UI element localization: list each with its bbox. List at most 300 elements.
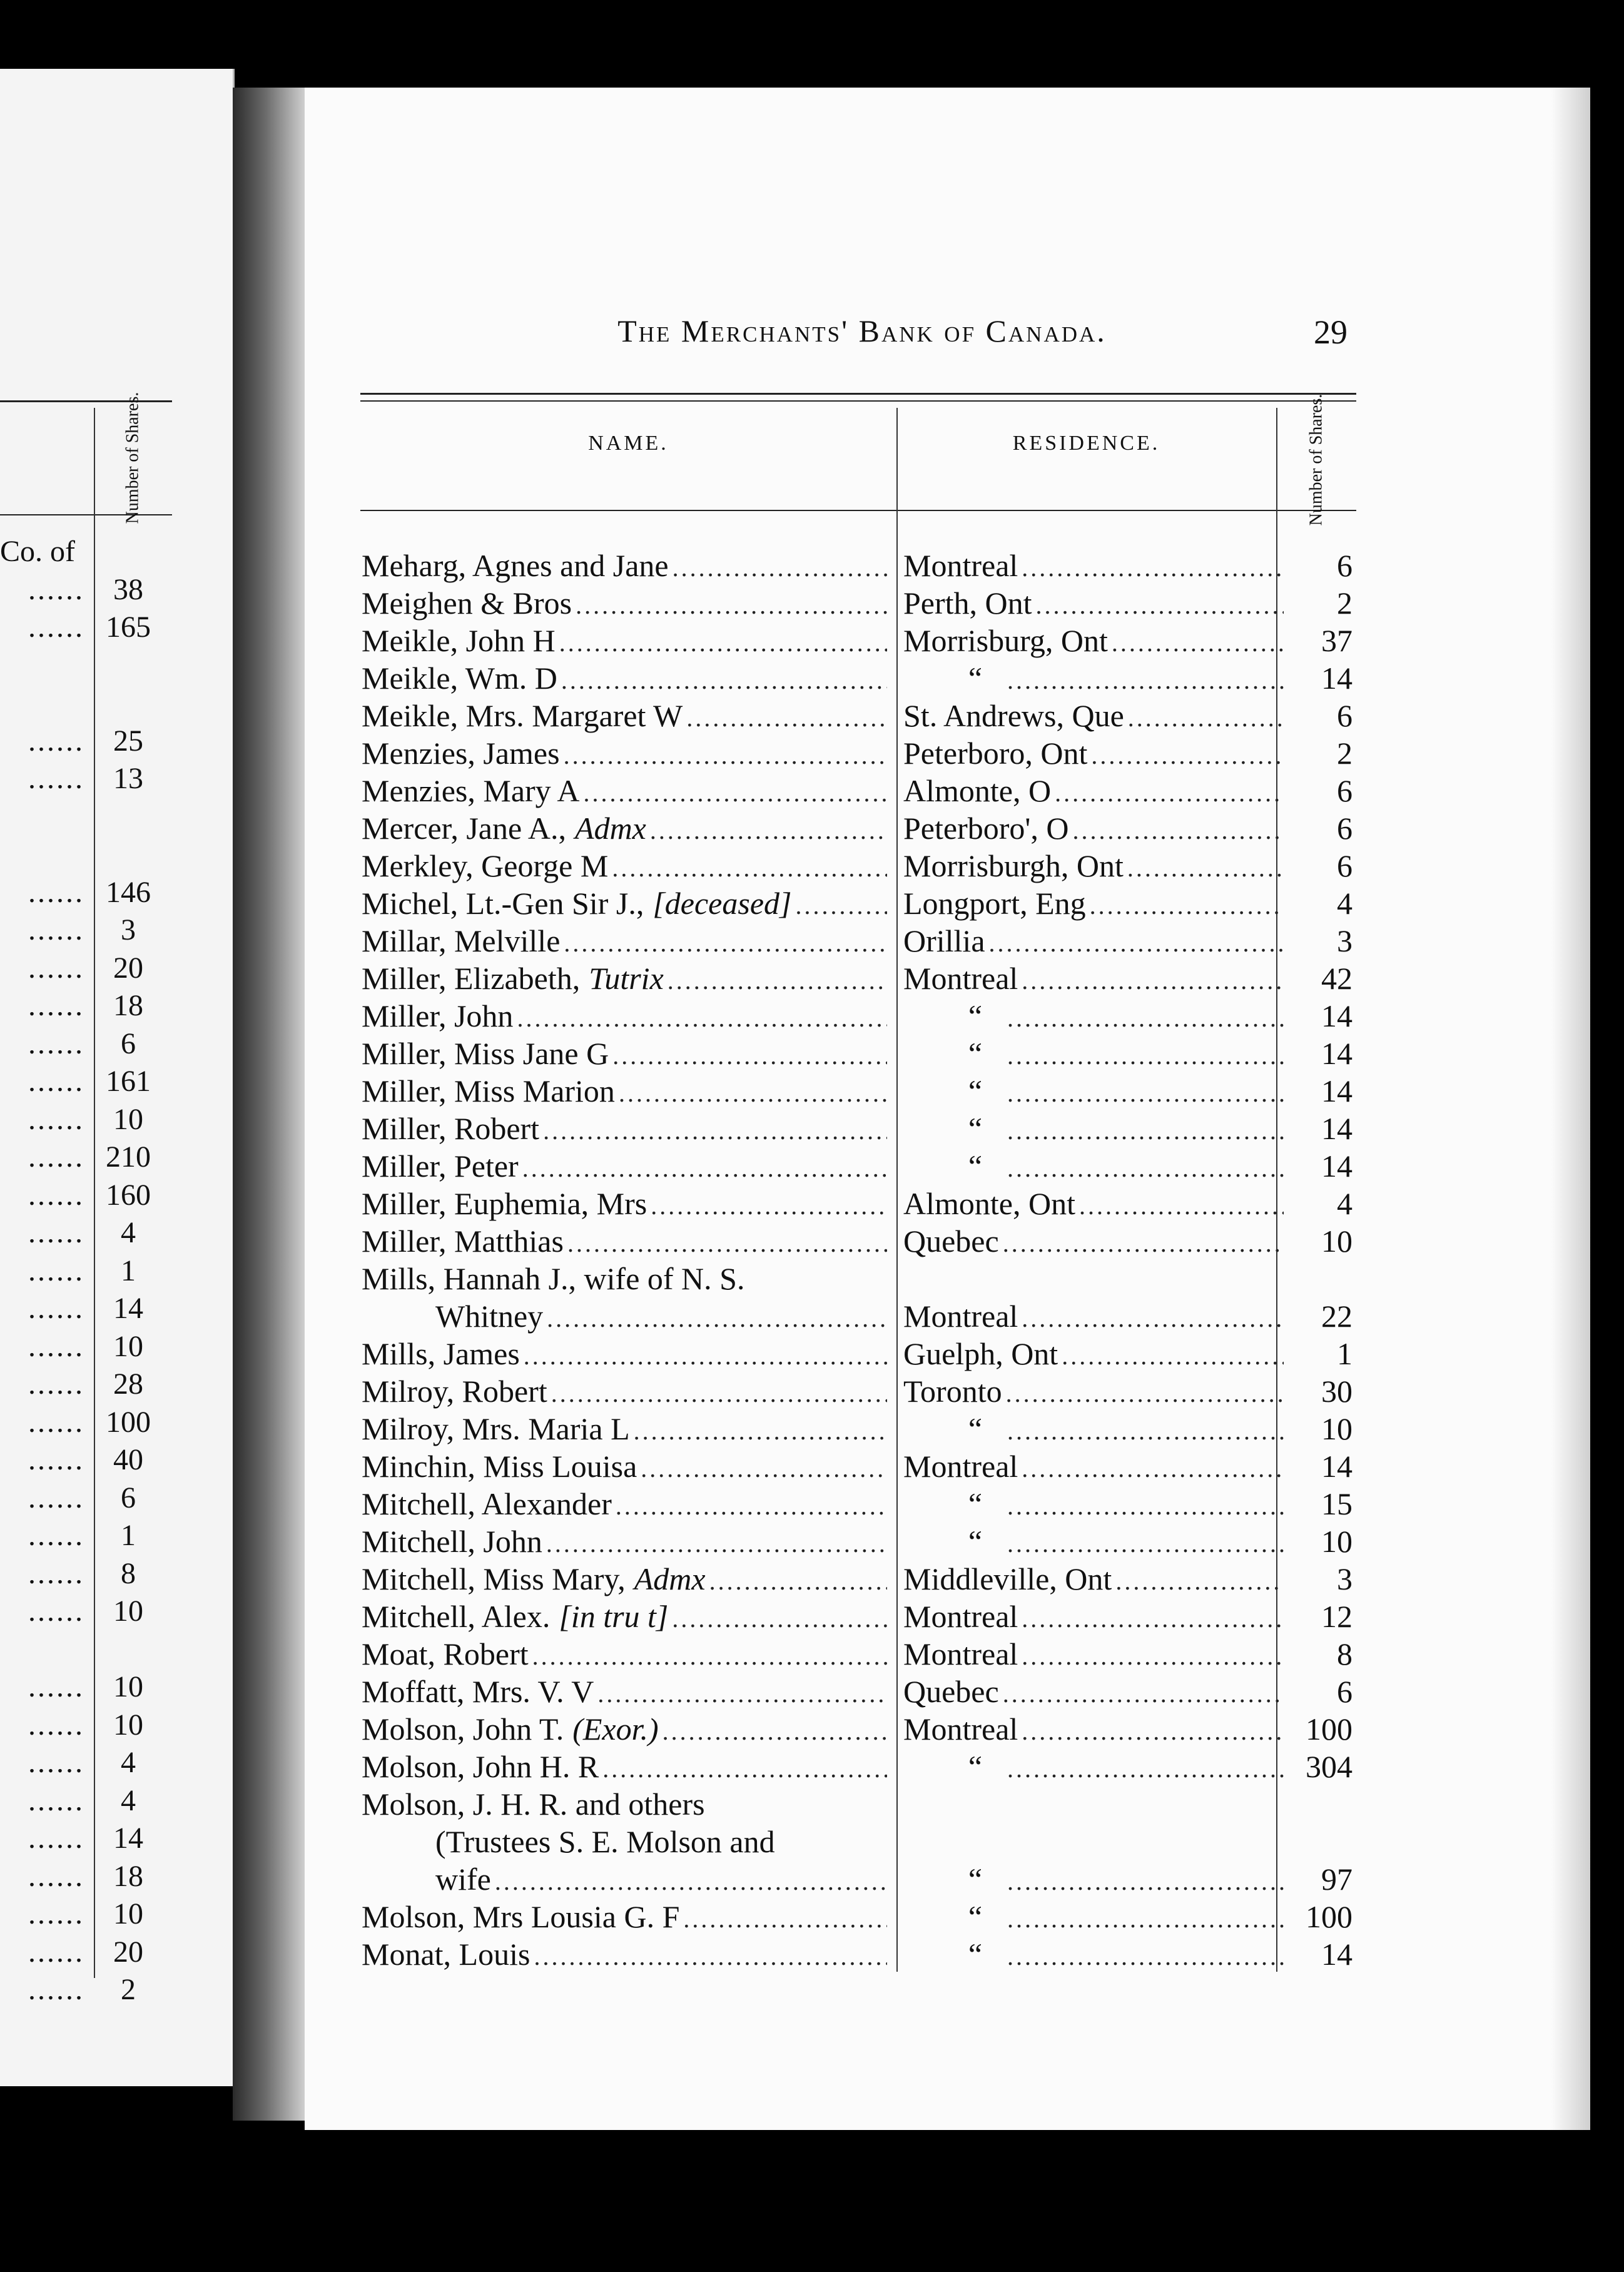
ditto-mark: “: [968, 1149, 983, 1184]
number-of-shares: 6: [1337, 548, 1352, 583]
number-of-shares: 6: [1337, 1674, 1352, 1709]
residence: Almonte, O: [903, 773, 1052, 808]
number-of-shares: 3: [1337, 1561, 1352, 1596]
leader-dots: ......: [28, 1556, 84, 1590]
table-row: [360, 1560, 1356, 1598]
shareholder-name-cell: [362, 734, 887, 774]
shareholder-name-cell: [362, 1260, 887, 1297]
left-page-share-count: 6: [121, 1481, 136, 1514]
leader-dots: [524, 1337, 887, 1375]
residence: Quebec: [903, 1674, 999, 1709]
number-of-shares: 22: [1321, 1299, 1352, 1334]
shareholder-name: Milroy, Robert: [362, 1374, 547, 1409]
left-page-share-count: 10: [113, 1708, 143, 1742]
table-row: [360, 622, 1356, 659]
left-shares-header-label: Number of Shares.: [123, 392, 143, 524]
shareholder-name: Mitchell, Alex.: [362, 1599, 551, 1634]
leader-dots: [1022, 962, 1284, 1000]
shareholder-name: Miller, Peter: [362, 1149, 519, 1184]
shareholder-name-cell: [362, 1035, 887, 1075]
leader-dots: ......: [28, 1329, 84, 1363]
residence-cell: [903, 1410, 1284, 1450]
shareholder-name: Miller, Miss Jane G: [362, 1036, 609, 1071]
shareholder-name: Milroy, Mrs. Maria L: [362, 1411, 630, 1446]
left-page-row: [0, 1366, 172, 1403]
ditto-mark: “: [968, 1411, 983, 1446]
number-of-shares: 304: [1306, 1749, 1352, 1784]
left-page-share-count: 10: [113, 1670, 143, 1703]
leader-dots: [1007, 1112, 1284, 1150]
leader-dots: [1079, 1187, 1284, 1225]
number-of-shares: 97: [1321, 1862, 1352, 1897]
left-page-share-count: 146: [106, 875, 151, 909]
left-page-text-fragment: [0, 533, 172, 571]
leader-dots: [597, 1675, 887, 1713]
table-header-rule: [360, 510, 1356, 511]
left-page-row: [0, 874, 172, 911]
left-page-row: [0, 1290, 172, 1327]
table-row: [360, 1410, 1356, 1448]
left-page-row: [0, 1631, 172, 1668]
shareholder-name-cell: [362, 1785, 887, 1823]
leader-dots: [616, 1488, 887, 1525]
leader-dots: [1007, 1750, 1284, 1788]
page-edge-shadow: [1551, 88, 1590, 2130]
leader-dots: ......: [28, 1897, 84, 1930]
shareholder-name-cell: [362, 1710, 887, 1750]
left-page-share-count: 8: [121, 1556, 136, 1590]
shareholder-name-cell: [435, 1860, 887, 1900]
leader-dots: ......: [28, 1405, 84, 1439]
table-row: [360, 1673, 1356, 1710]
shareholder-name: (Trustees S. E. Molson and: [435, 1824, 775, 1859]
leader-dots: [517, 1000, 887, 1037]
table-row: [360, 1335, 1356, 1372]
table-row: [360, 922, 1356, 960]
leader-dots: [672, 1600, 887, 1638]
table-row: [360, 1785, 1356, 1823]
leader-dots: [564, 737, 887, 774]
shareholder-name: Monat, Louis: [362, 1937, 530, 1972]
leader-dots: ......: [28, 1178, 84, 1212]
residence-cell: [903, 659, 1284, 699]
leader-dots: [576, 587, 887, 624]
name-column-header: NAME.: [588, 432, 669, 455]
number-of-shares: 14: [1321, 1449, 1352, 1484]
leader-dots: ......: [28, 1481, 84, 1514]
residence: Montreal: [903, 1636, 1018, 1671]
residence: St. Andrews, Que: [903, 698, 1124, 733]
residence-cell: [903, 622, 1284, 662]
number-of-shares: 10: [1321, 1524, 1352, 1559]
shareholder-name-cell: [362, 847, 887, 887]
ditto-mark: “: [968, 1486, 983, 1521]
shareholder-name-cell: [362, 584, 887, 624]
shareholder-name-cell: [362, 1748, 887, 1788]
left-page-row: [0, 1895, 172, 1933]
shareholder-name: Mitchell, Miss Mary,: [362, 1561, 626, 1596]
number-of-shares: 14: [1321, 1149, 1352, 1184]
leader-dots: [1007, 1000, 1284, 1037]
running-head: The Merchants' Bank of Canada.: [617, 313, 1107, 348]
ditto-mark: “: [968, 1862, 983, 1897]
left-page-share-count: 210: [106, 1140, 151, 1174]
leader-dots: ......: [28, 1065, 84, 1098]
table-row: [360, 1260, 1356, 1297]
left-page-rule: [0, 400, 172, 402]
leader-dots: [634, 1412, 887, 1450]
table-row: [360, 1448, 1356, 1485]
table-row: [360, 997, 1356, 1035]
leader-dots: [662, 1713, 887, 1750]
leader-dots: [1007, 1488, 1284, 1525]
residence: Guelph, Ont: [903, 1336, 1058, 1371]
leader-dots: ......: [28, 1783, 84, 1817]
leader-dots: [641, 1450, 887, 1488]
leader-dots: [1007, 1863, 1284, 1900]
leader-dots: [1007, 1075, 1284, 1112]
shareholder-name-qualifier: (Exor.): [572, 1712, 659, 1747]
leader-dots: [522, 1150, 887, 1187]
leader-dots: [683, 1900, 887, 1938]
left-page-fragment-text: Co. of: [0, 535, 75, 568]
shareholder-name-cell: [362, 997, 887, 1037]
leader-dots: ......: [28, 1935, 84, 1969]
leader-dots: ......: [28, 1859, 84, 1893]
leader-dots: ......: [28, 762, 84, 795]
shareholder-name: Menzies, Mary A: [362, 773, 580, 808]
left-page-share-count: 40: [113, 1443, 143, 1476]
residence-cell: [903, 922, 1284, 962]
leader-dots: ......: [28, 1519, 84, 1552]
shareholder-name-cell: [362, 1185, 887, 1225]
shareholder-name-cell: [362, 922, 887, 962]
leader-dots: [543, 1112, 887, 1150]
left-page-row: [0, 1858, 172, 1895]
number-of-shares: 100: [1306, 1899, 1352, 1934]
left-page-share-count: 3: [121, 913, 136, 946]
shareholder-name-cell: [362, 1448, 887, 1488]
left-page-share-count: 10: [113, 1329, 143, 1363]
shareholder-name-qualifier: [deceased]: [652, 886, 792, 921]
leader-dots: [1007, 1037, 1284, 1075]
leader-dots: ......: [28, 1367, 84, 1401]
left-page-share-count: 10: [113, 1595, 143, 1628]
table-row: [360, 772, 1356, 809]
residence-cell: [903, 1898, 1284, 1938]
left-page-share-count: 161: [106, 1065, 151, 1098]
shareholder-name: Miller, John: [362, 998, 514, 1033]
shareholder-name: Mitchell, John: [362, 1524, 542, 1559]
shareholder-name-cell: [362, 1523, 887, 1563]
leader-dots: [495, 1863, 887, 1900]
leader-dots: [561, 662, 887, 699]
leader-dots: [564, 925, 887, 962]
leader-dots: [709, 1563, 887, 1600]
number-of-shares: 14: [1321, 1937, 1352, 1972]
left-page-row: [0, 1707, 172, 1744]
table-row: [360, 1372, 1356, 1410]
shareholder-name-cell: [362, 547, 887, 587]
leader-dots: [1022, 1713, 1284, 1750]
shareholder-name-cell: [362, 772, 887, 812]
left-page-row: [0, 1593, 172, 1630]
leader-dots: [546, 1525, 887, 1563]
leader-dots: [1003, 1675, 1284, 1713]
shareholder-name: Menzies, James: [362, 736, 560, 771]
shareholder-name: Miller, Miss Marion: [362, 1073, 615, 1108]
shareholder-name: Millar, Melville: [362, 923, 561, 958]
leader-dots: [559, 624, 887, 662]
ditto-mark: “: [968, 1937, 983, 1972]
shareholder-name-cell: [435, 1823, 887, 1860]
table-row: [360, 1147, 1356, 1185]
left-page-share-count: 4: [121, 1216, 136, 1249]
residence-cell: [903, 1072, 1284, 1112]
shareholder-name: Mercer, Jane A.,: [362, 811, 567, 846]
shareholder-name: Miller, Robert: [362, 1111, 540, 1146]
left-page-row: [0, 1252, 172, 1290]
leader-dots: [1007, 1938, 1284, 1975]
shareholder-name: Minchin, Miss Louisa: [362, 1449, 637, 1484]
ditto-mark: “: [968, 1073, 983, 1108]
leader-dots: [1022, 1300, 1284, 1337]
ditto-mark: “: [968, 1036, 983, 1071]
left-page-share-count: 2: [121, 1973, 136, 2006]
left-page-row: [0, 1441, 172, 1479]
residence: Montreal: [903, 1599, 1018, 1634]
residence: Montreal: [903, 548, 1018, 583]
leader-dots: [1062, 1337, 1284, 1375]
left-page-row: [0, 1668, 172, 1706]
residence: Montreal: [903, 1712, 1018, 1747]
table-row: [360, 960, 1356, 997]
residence-cell: [903, 1635, 1284, 1675]
shareholder-name: Molson, John H. R: [362, 1749, 599, 1784]
residence-cell: [903, 1110, 1284, 1150]
shareholder-name-cell: [362, 1898, 887, 1938]
left-page-row: [0, 1404, 172, 1441]
shareholder-name: Meikle, Mrs. Margaret W: [362, 698, 683, 733]
leader-dots: [686, 699, 887, 737]
leader-dots: ......: [28, 989, 84, 1022]
table-row: [360, 1748, 1356, 1785]
number-of-shares: 14: [1321, 1073, 1352, 1108]
leader-dots: [1127, 849, 1284, 887]
shareholder-name: Meikle, John H: [362, 623, 556, 658]
leader-dots: [795, 887, 887, 925]
left-page-share-count: 100: [106, 1405, 151, 1439]
shareholder-name-qualifier: [in tru t]: [559, 1599, 669, 1634]
left-page-row: [0, 1971, 172, 2009]
leader-dots: [567, 1225, 887, 1262]
number-of-shares: 10: [1321, 1224, 1352, 1259]
left-page-row: [0, 1214, 172, 1252]
left-page-share-count: 38: [113, 572, 143, 606]
leader-dots: [1036, 587, 1284, 624]
table-row: [360, 1935, 1356, 1973]
table-row: [360, 1072, 1356, 1110]
table-row: [360, 1598, 1356, 1635]
leader-dots: ......: [28, 1216, 84, 1249]
number-of-shares: 3: [1337, 923, 1352, 958]
shareholder-name-cell: [362, 809, 887, 849]
number-of-shares: 37: [1321, 623, 1352, 658]
shareholder-name: Moat, Robert: [362, 1636, 529, 1671]
table-row: [360, 1485, 1356, 1523]
shareholder-name-cell: [362, 1222, 887, 1262]
left-page-share-count: 10: [113, 1897, 143, 1930]
leader-dots: [612, 849, 887, 887]
shareholder-name: Mills, James: [362, 1336, 520, 1371]
table-row: [360, 584, 1356, 622]
residence-cell: [903, 772, 1284, 812]
leader-dots: [1007, 1150, 1284, 1187]
left-page-share-count: 20: [113, 951, 143, 985]
leader-dots: ......: [28, 1254, 84, 1287]
shares-column-header: [1276, 393, 1356, 526]
shareholder-name: Molson, Mrs Lousia G. F: [362, 1899, 680, 1934]
left-page-row: [0, 1820, 172, 1857]
shareholder-name-cell: [362, 622, 887, 662]
residence-cell: [903, 997, 1284, 1037]
residence: Montreal: [903, 1299, 1018, 1334]
number-of-shares: 12: [1321, 1599, 1352, 1634]
table-row: [360, 1185, 1356, 1222]
leader-dots: [1007, 1412, 1284, 1450]
leader-dots: [612, 1037, 887, 1075]
number-of-shares: 42: [1321, 961, 1352, 996]
shareholder-name-cell: [362, 659, 887, 699]
left-page-share-count: 4: [121, 1746, 136, 1779]
left-page-row: [0, 1517, 172, 1554]
left-page-row: [0, 1063, 172, 1100]
table-top-rule-second: [360, 400, 1356, 402]
shares-column-header-label: Number of Shares.: [1306, 393, 1326, 526]
leader-dots: ......: [28, 1973, 84, 2006]
left-page-header-rule: [0, 514, 172, 515]
number-of-shares: 2: [1337, 586, 1352, 621]
shareholder-name-cell: [362, 1560, 887, 1600]
shareholder-name: Whitney: [435, 1299, 544, 1334]
left-page-row: [0, 1101, 172, 1139]
leader-dots: ......: [28, 913, 84, 946]
shareholder-name: Molson, J. H. R. and others: [362, 1787, 705, 1822]
shareholder-name-cell: [362, 1673, 887, 1713]
table-row: [360, 1297, 1356, 1335]
left-page-row: [0, 1328, 172, 1366]
leader-dots: [1055, 774, 1284, 812]
left-page-row: [0, 1744, 172, 1782]
shareholder-name-cell: [362, 1147, 887, 1187]
leader-dots: ......: [28, 1443, 84, 1476]
shareholder-name-cell: [362, 697, 887, 737]
table-row: [360, 809, 1356, 847]
leader-dots: [1090, 887, 1284, 925]
residence-cell: [903, 584, 1284, 624]
number-of-shares: 15: [1321, 1486, 1352, 1521]
table-row: [360, 659, 1356, 697]
left-shares-header: [95, 392, 170, 524]
shareholder-name-qualifier: Tutrix: [589, 961, 664, 996]
residence-cell: [903, 1485, 1284, 1525]
shareholder-name-qualifier: Admx: [634, 1561, 706, 1596]
leader-dots: ......: [28, 611, 84, 644]
table-top-rule: [360, 393, 1356, 395]
leader-dots: [532, 1638, 887, 1675]
residence: Quebec: [903, 1224, 999, 1259]
leader-dots: [672, 549, 887, 587]
table-row: [360, 1523, 1356, 1560]
residence-cell: [903, 1935, 1284, 1975]
book-spine: [233, 88, 305, 2121]
left-page-row: [0, 798, 172, 836]
left-page-row: [0, 609, 172, 646]
shareholder-name: Molson, John T.: [362, 1712, 564, 1747]
shareholder-name: Mitchell, Alexander: [362, 1486, 612, 1521]
leader-dots: [1115, 1563, 1284, 1600]
leader-dots: ......: [28, 1027, 84, 1060]
number-of-shares: 2: [1337, 736, 1352, 771]
residence-cell: [903, 1035, 1284, 1075]
left-page-row: [0, 1782, 172, 1820]
number-of-shares: 6: [1337, 773, 1352, 808]
left-page-row: [0, 987, 172, 1025]
leader-dots: [1006, 1375, 1284, 1412]
left-page-row: [0, 760, 172, 798]
table-row: [360, 734, 1356, 772]
left-page-row: [0, 836, 172, 873]
left-page-row: [0, 647, 172, 684]
leader-dots: ......: [28, 875, 84, 909]
leader-dots: [1112, 624, 1284, 662]
left-page-row: [0, 1479, 172, 1517]
shareholder-name: Miller, Matthias: [362, 1224, 564, 1259]
shareholder-name-cell: [362, 1598, 887, 1638]
left-page-share-count: 18: [113, 1859, 143, 1893]
shareholder-name: Merkley, George M: [362, 848, 609, 883]
left-page-share-count: 20: [113, 1935, 143, 1969]
ditto-mark: “: [968, 661, 983, 696]
number-of-shares: 30: [1321, 1374, 1352, 1409]
page-number: 29: [1314, 313, 1347, 351]
left-page-row: [0, 1934, 172, 1971]
residence-cell: [903, 1598, 1284, 1638]
leader-dots: [989, 925, 1284, 962]
residence: Almonte, Ont: [903, 1186, 1075, 1221]
leader-dots: [1022, 549, 1284, 587]
shareholder-name: Miller, Elizabeth,: [362, 961, 581, 996]
shareholder-name-cell: [362, 1072, 887, 1112]
left-page-share-count: 25: [113, 724, 143, 758]
ditto-mark: “: [968, 1111, 983, 1146]
leader-dots: [547, 1300, 887, 1337]
leader-dots: ......: [28, 1670, 84, 1703]
left-page-row: [0, 723, 172, 760]
table-row: [360, 1860, 1356, 1898]
table-row: [360, 1898, 1356, 1935]
left-page-row: [0, 1177, 172, 1214]
number-of-shares: 100: [1306, 1712, 1352, 1747]
residence: Middleville, Ont: [903, 1561, 1112, 1596]
table-row: [360, 697, 1356, 734]
table-row: [360, 1710, 1356, 1748]
leader-dots: [584, 774, 887, 812]
leader-dots: [651, 1187, 887, 1225]
left-page-row: [0, 571, 172, 609]
left-page-share-count: 165: [106, 611, 151, 644]
residence-cell: [903, 734, 1284, 774]
